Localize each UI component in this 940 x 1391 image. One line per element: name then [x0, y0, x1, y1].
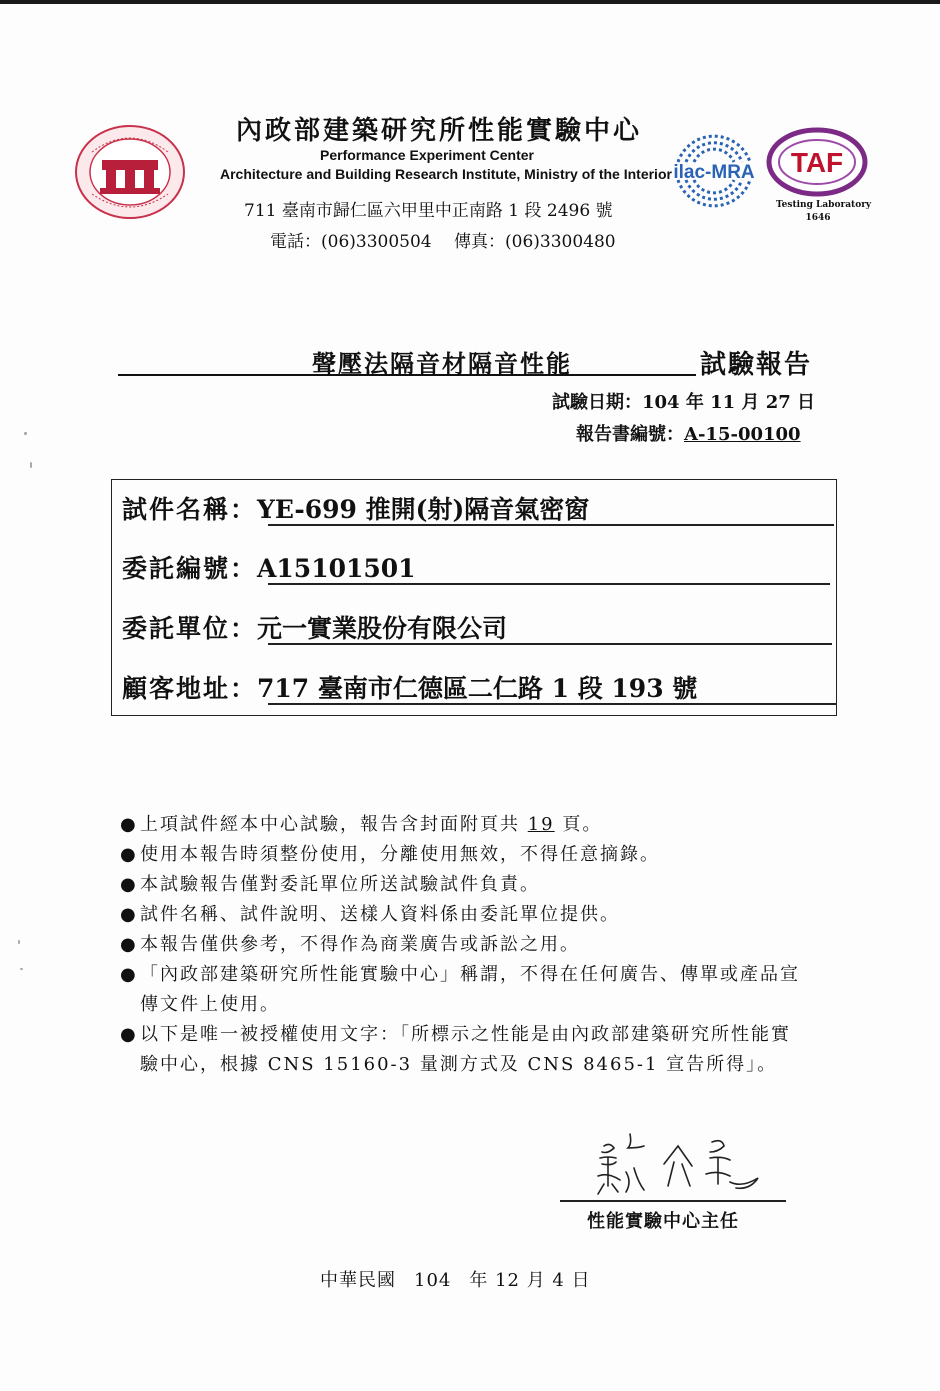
test-date [552, 388, 815, 414]
report-number [576, 420, 801, 446]
note-item: ● 使用本報告時須整份使用，分離使用無效，不得任意摘錄。 [120, 844, 660, 865]
note-item: ● 上項試件經本中心試驗，報告含封面附頁共 19 頁。 [120, 814, 603, 835]
note-item: ● 本報告僅供參考，不得作為商業廣告或訴訟之用。 [120, 934, 580, 955]
report-number-label: 報告書編號： [576, 424, 684, 445]
director-signature [582, 1128, 782, 1208]
report-subject: 聲壓法隔音材隔音性能 [312, 349, 572, 378]
issue-date-year: 104 [414, 1270, 452, 1291]
field-value: YE-699 推開(射)隔音氣密窗 [257, 495, 590, 524]
notes-list [120, 810, 810, 1080]
scan-speck [24, 432, 27, 435]
field-customer-address [122, 669, 697, 705]
issue-date-rest: 年 12 月 4 日 [469, 1270, 591, 1291]
field-specimen-name [122, 490, 589, 526]
issue-date-era: 中華民國 [320, 1270, 396, 1291]
org-phone-fax: 電話：(06)3300504 傳真：(06)3300480 [270, 232, 616, 252]
field-value: 717 臺南市仁德區二仁路 1 段 193 號 [257, 674, 698, 703]
specimen-info-box [111, 479, 837, 716]
taf-number: 1646 [805, 213, 831, 223]
note-item: ● 以下是唯一被授權使用文字：「所標示之性能是由內政部建築研究所性能實驗中心，根據 CNS 15160-3 量測方式及 CNS 8465-1 宣告所得」。 [120, 1024, 791, 1075]
field-label: 委託編號： [122, 554, 258, 583]
org-address: 711 臺南市歸仁區六甲里中正南路 1 段 2496 號 [244, 201, 613, 221]
ilac-mra-logo [666, 120, 762, 220]
scan-speck [20, 968, 23, 970]
field-label: 顧客地址： [122, 674, 258, 703]
org-name-chinese: 內政部建築研究所性能實驗中心 [236, 116, 643, 146]
note-item: ● 本試驗報告僅對委託單位所送試驗試件負責。 [120, 874, 540, 895]
signature-line [560, 1200, 786, 1202]
signatory-title: 性能實驗中心主任 [587, 1211, 739, 1232]
test-date-label: 試驗日期： [552, 392, 642, 413]
report-number-value: A-15-00100 [684, 424, 801, 445]
field-label: 試件名稱： [122, 495, 258, 524]
scan-speck [30, 462, 32, 468]
note-item: ● 「內政部建築研究所性能實驗中心」稱謂，不得在任何廣告、傳單或產品宣傳文件上使用。 [120, 964, 800, 1015]
taf-caption: Testing Laboratory [776, 200, 872, 210]
top-border [0, 0, 940, 4]
issue-date [320, 1266, 591, 1292]
scan-speck [18, 940, 20, 944]
field-label: 委託單位： [122, 614, 258, 643]
note-item: ● 試件名稱、試件說明、送樣人資料係由委託單位提供。 [120, 904, 620, 925]
test-date-value: 104 年 11 月 27 日 [642, 392, 816, 413]
field-commission-number [122, 549, 416, 585]
field-value: A15101501 [257, 554, 416, 583]
report-title: 試驗報告 [700, 350, 813, 380]
taf-logo-text: TAF [790, 147, 844, 178]
field-commissioning-unit [122, 609, 507, 645]
field-value: 元一實業股份有限公司 [257, 614, 508, 643]
org-name-english-1: Performance Experiment Center [320, 147, 534, 163]
org-name-english-2: Architecture and Building Research Institute, Ministry of the Interior [220, 166, 672, 182]
page-count: 19 [527, 814, 555, 835]
ilac-logo-text: ilac-MRA [673, 162, 755, 183]
abri-seal-icon [72, 124, 192, 220]
